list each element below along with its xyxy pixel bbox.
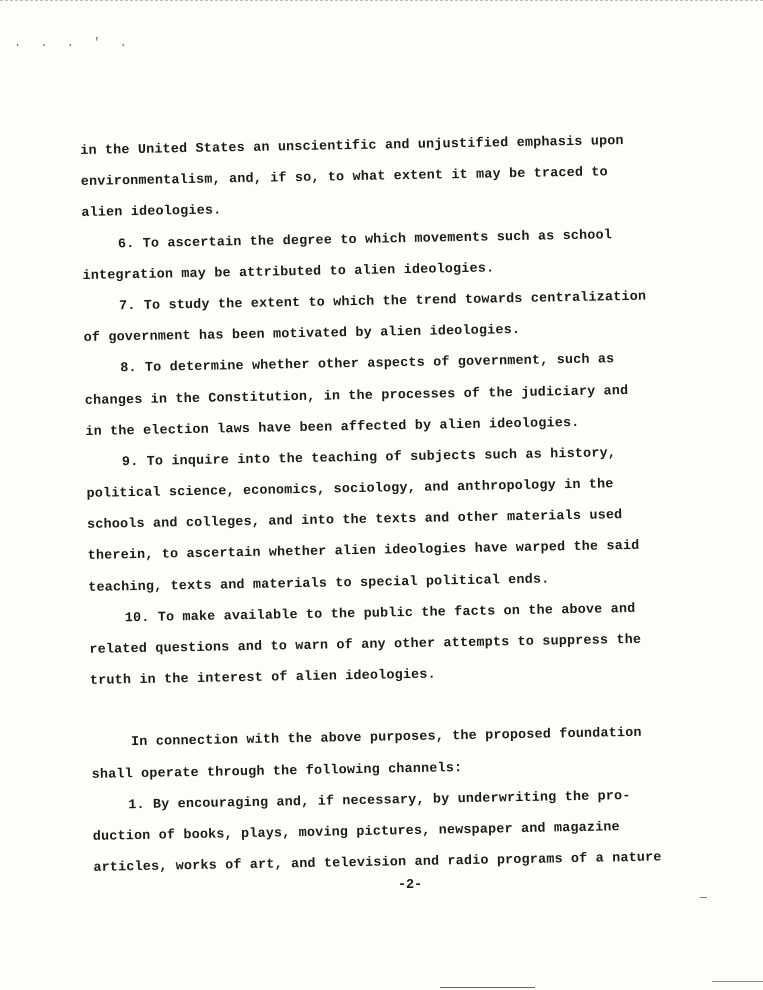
text-line: in the election laws have been affected by alien ideologies.	[85, 415, 580, 440]
channels-intro-line: In connection with the above purposes, the proposed foundation	[130, 726, 642, 751]
item-9-line: 9. To inquire into the teaching of subjects such as history,	[121, 446, 617, 471]
text-line: in the United States an unscientific and unjustified emphasis upon	[80, 134, 624, 159]
text-line: shall operate through the following channels:	[91, 760, 463, 783]
document-body	[80, 124, 734, 884]
text-line: political science, economics, sociology, and anthropology in the	[86, 477, 614, 503]
text-line: alien ideologies.	[81, 203, 222, 222]
item-7-line: 7. To study the extent to which the trend towards centralization	[118, 289, 647, 315]
page-number: -2-	[398, 878, 423, 893]
text-line: therein, to ascertain whether alien ideologies have warped the said	[87, 539, 640, 565]
text-line: truth in the interest of alien ideologies.	[89, 667, 436, 690]
stray-mark	[700, 897, 707, 898]
text-line: integration may be attributed to alien ideologies.	[82, 261, 495, 284]
text-line: changes in the Constitution, in the processes of the judiciary and	[84, 383, 629, 409]
bottom-scan-line-right	[712, 981, 763, 982]
text-line: schools and colleges, and into the texts and other materials used	[87, 508, 623, 534]
item-6-line: 6. To ascertain the degree to which movements such as school	[117, 227, 613, 252]
text-line: duction of books, plays, moving pictures, newspaper and magazine	[92, 820, 620, 845]
top-edge-divider	[0, 0, 763, 1]
bottom-scan-line	[440, 987, 535, 988]
text-line: environmentalism, and, if so, to what extent it may be traced to	[80, 165, 608, 191]
item-8-line: 8. To determine whether other aspects of government, such as	[120, 352, 615, 377]
text-line: of government has been motivated by alien ideologies.	[83, 323, 521, 347]
text-line: articles, works of art, and television and radio programs of a nature	[93, 850, 662, 877]
header-marks: . . . ' .	[14, 36, 133, 50]
text-line: related questions and to warn of any other attempts to suppress the	[89, 632, 642, 658]
item-10-line: 10. To make available to the public the facts on the above and	[124, 601, 636, 627]
text-line: teaching, texts and materials to special political ends.	[88, 572, 550, 596]
channel-1-line: 1. By encouraging and, if necessary, by underwriting the pro-	[128, 788, 631, 813]
